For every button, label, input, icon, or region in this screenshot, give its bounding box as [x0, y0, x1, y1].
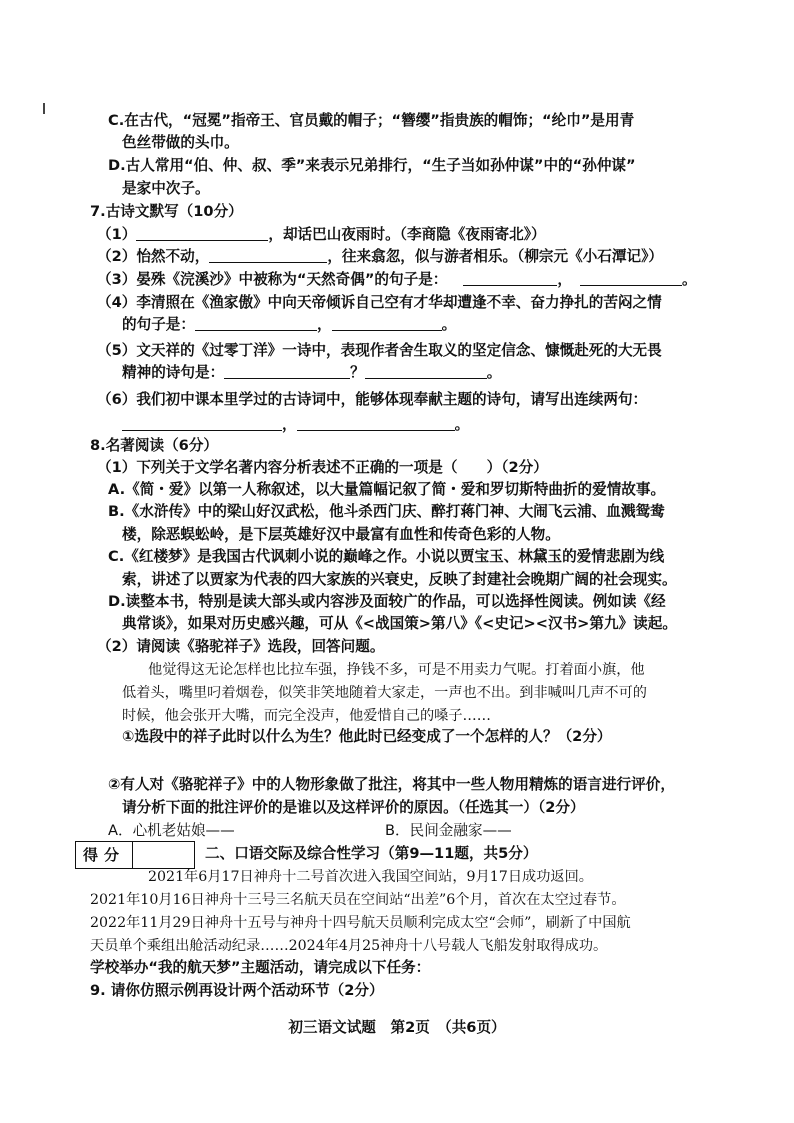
excerpt-line-2: 低着头，嘴里叼着烟卷，似笑非笑地随着大家走，一声也不出。到非喊叫几声不可的	[122, 685, 647, 701]
q8-option-c-line1: C.《红楼梦》是我国古代讽刺小说的巅峰之作。小说以贾宝玉、林黛玉的爱情悲剧为线	[108, 548, 665, 565]
answer-blank-1[interactable]	[136, 224, 268, 241]
q6-option-d-line2: 是家中次子。	[122, 180, 210, 197]
q7-sub6-comma: ，	[282, 416, 297, 433]
q6-option-c-line2: 色丝带做的头巾。	[122, 134, 239, 151]
q8-option-a: A.《简・爱》以第一人称叙述，以大量篇幅记叙了简・爱和罗切斯特曲折的爱情故事。	[108, 481, 666, 498]
q7-sub2-lead: （2）怡然不动，	[97, 248, 210, 265]
excerpt-line-3: 时候，他会张开大嘴，而完全没声，他爱惜自己的嗓子……	[122, 708, 491, 724]
score-label: 得分	[76, 842, 133, 868]
q8-part2-prompt: （2）请阅读《骆驼祥子》选段，回答问题。	[97, 638, 385, 655]
q7-sub3	[97, 269, 697, 291]
answer-blank-5b[interactable]	[365, 362, 487, 379]
q8-subquestion-2-line2: 请分析下面的批注评价的是谁以及这样评价的原因。（任选其一）（2分）	[122, 799, 585, 816]
q6-option-d-line1: D.古人常用“伯、仲、叔、季”来表示兄弟排行，“生子当如孙仲谋”中的“孙仲谋”	[108, 157, 636, 174]
q8-option-b-line1: B.《水浒传》中的梁山好汉武松，他斗杀西门庆、醉打蒋门神、大闹飞云浦、血溅鸳鸯	[108, 503, 665, 520]
q8-option-d-line1: D.读整本书，特别是读大部头或内容涉及面较广的作品，可以选择性阅读。例如读《经	[108, 593, 666, 610]
q7-sub2-text: ，往来翕忽，似与游者相乐。（柳宗元《小石潭记》）	[327, 248, 663, 265]
q8-part1-prompt: （1）下列关于文学名著内容分析表述不正确的一项是（ ）（2分）	[97, 459, 548, 476]
q7-sub5-line2	[122, 362, 501, 384]
q7-sub5-period: 。	[486, 364, 502, 381]
q7-sub4-comma: ，	[316, 316, 332, 333]
q7-sub6-line2	[122, 414, 469, 436]
score-box	[75, 841, 195, 869]
q8-choice-a: A．心机老姑娘——	[108, 822, 235, 839]
section2-title: 二、口语交际及综合性学习（第9—11题，共5分）	[205, 845, 538, 862]
margin-mark	[43, 103, 45, 114]
q7-sub3-comma: ，	[557, 271, 573, 288]
q7-sub5-lead: 精神的诗句是：	[122, 364, 225, 381]
material-line-3: 2022年11月29日神舟十五号与神舟十四号航天员顺利完成太空“会师”，刷新了中国航	[90, 915, 631, 931]
answer-blank-6a[interactable]	[122, 414, 282, 431]
q8-option-c-line2: 索，讲述了以贾家为代表的四大家族的兴衰史，反映了封建社会晚期广阔的社会现实。	[122, 571, 677, 588]
q7-sub1	[97, 224, 546, 246]
q7-sub1-text: ，却话巴山夜雨时。（李商隐《夜雨寄北》）	[268, 226, 546, 243]
q8-subquestion-1: ①选段中的祥子此时以什么为生？他此时已经变成了一个怎样的人？（2分）	[122, 728, 612, 745]
material-line-1: 2021年6月17日神舟十二号首次进入我国空间站，9月17日成功返回。	[148, 869, 593, 885]
answer-blank-4a[interactable]	[195, 314, 317, 331]
material-line-4: 天员单个乘组出舱活动纪录……2024年4月25神舟十八号载人飞船发射取得成功。	[90, 938, 608, 954]
q7-sub3-text: （3）晏殊《浣溪沙》中被称为“天然奇偶”的句子是：	[97, 271, 448, 288]
task-intro: 学校举办“我的航天梦”主题活动，请完成以下任务：	[90, 959, 431, 976]
answer-blank-5a[interactable]	[224, 362, 350, 379]
q7-sub4-lead: 的句子是：	[122, 316, 195, 333]
q8-choice-b: B．民间金融家——	[385, 822, 512, 839]
q8-subquestion-2-line1: ②有人对《骆驼祥子》中的人物形象做了批注，将其中一些人物用精炼的语言进行评价，	[108, 776, 675, 793]
excerpt-line-1: 他觉得这无论怎样也比拉车强，挣钱不多，可是不用卖力气呢。打着面小旗，他	[148, 662, 645, 678]
answer-blank-2[interactable]	[209, 246, 327, 263]
q7-sub5-line1: （5）文天祥的《过零丁洋》一诗中，表现作者舍生取义的坚定信念、慷慨赴死的大无畏	[97, 342, 662, 359]
q8-title: 8.名著阅读（6分）	[90, 437, 219, 454]
page-footer: 初三语文试题 第2页 （共6页）	[288, 1019, 506, 1036]
q7-sub2	[97, 246, 663, 268]
q7-sub6-line1: （6）我们初中课本里学过的古诗词中，能够体现奉献主题的诗句，请写出连续两句：	[97, 391, 648, 408]
q7-sub5-qmark: ？	[350, 364, 365, 381]
q7-sub3-period: 。	[682, 271, 697, 288]
q7-sub1-number: （1）	[97, 226, 137, 243]
q7-sub4-line1: （4）李清照在《渔家傲》中向天帝倾诉自己空有才华却遭逢不幸、奋力挣扎的苦闷之情	[97, 294, 662, 311]
answer-blank-3a[interactable]	[463, 269, 557, 286]
answer-blank-3b[interactable]	[580, 269, 682, 286]
q7-sub4-period: 。	[441, 316, 457, 333]
q7-sub6-period: 。	[454, 416, 470, 433]
answer-blank-6b[interactable]	[297, 414, 455, 431]
material-line-2: 2021年10月16日神舟十三号三名航天员在空间站“出差”6个月，首次在太空过春节。	[90, 892, 626, 908]
q7-sub4-line2	[122, 314, 456, 336]
answer-blank-4b[interactable]	[332, 314, 442, 331]
q9-prompt: 9. 请你仿照示例再设计两个活动环节（2分）	[90, 982, 384, 999]
q7-title: 7.古诗文默写（10分）	[90, 203, 243, 220]
q8-option-d-line2: 典常谈》，如果对历史感兴趣，可从《<战国策>第八》《<史记><汉书>第九》读起。	[122, 615, 677, 632]
q6-option-c-line1: C.在古代，“冠冕”指帝王、官员戴的帽子；“簪缨”指贵族的帽饰；“纶巾”是用青	[108, 112, 635, 129]
q8-option-b-line2: 楼，除恶蜈蚣岭，是下层英雄好汉中最富有血性和传奇色彩的人物。	[122, 526, 560, 543]
